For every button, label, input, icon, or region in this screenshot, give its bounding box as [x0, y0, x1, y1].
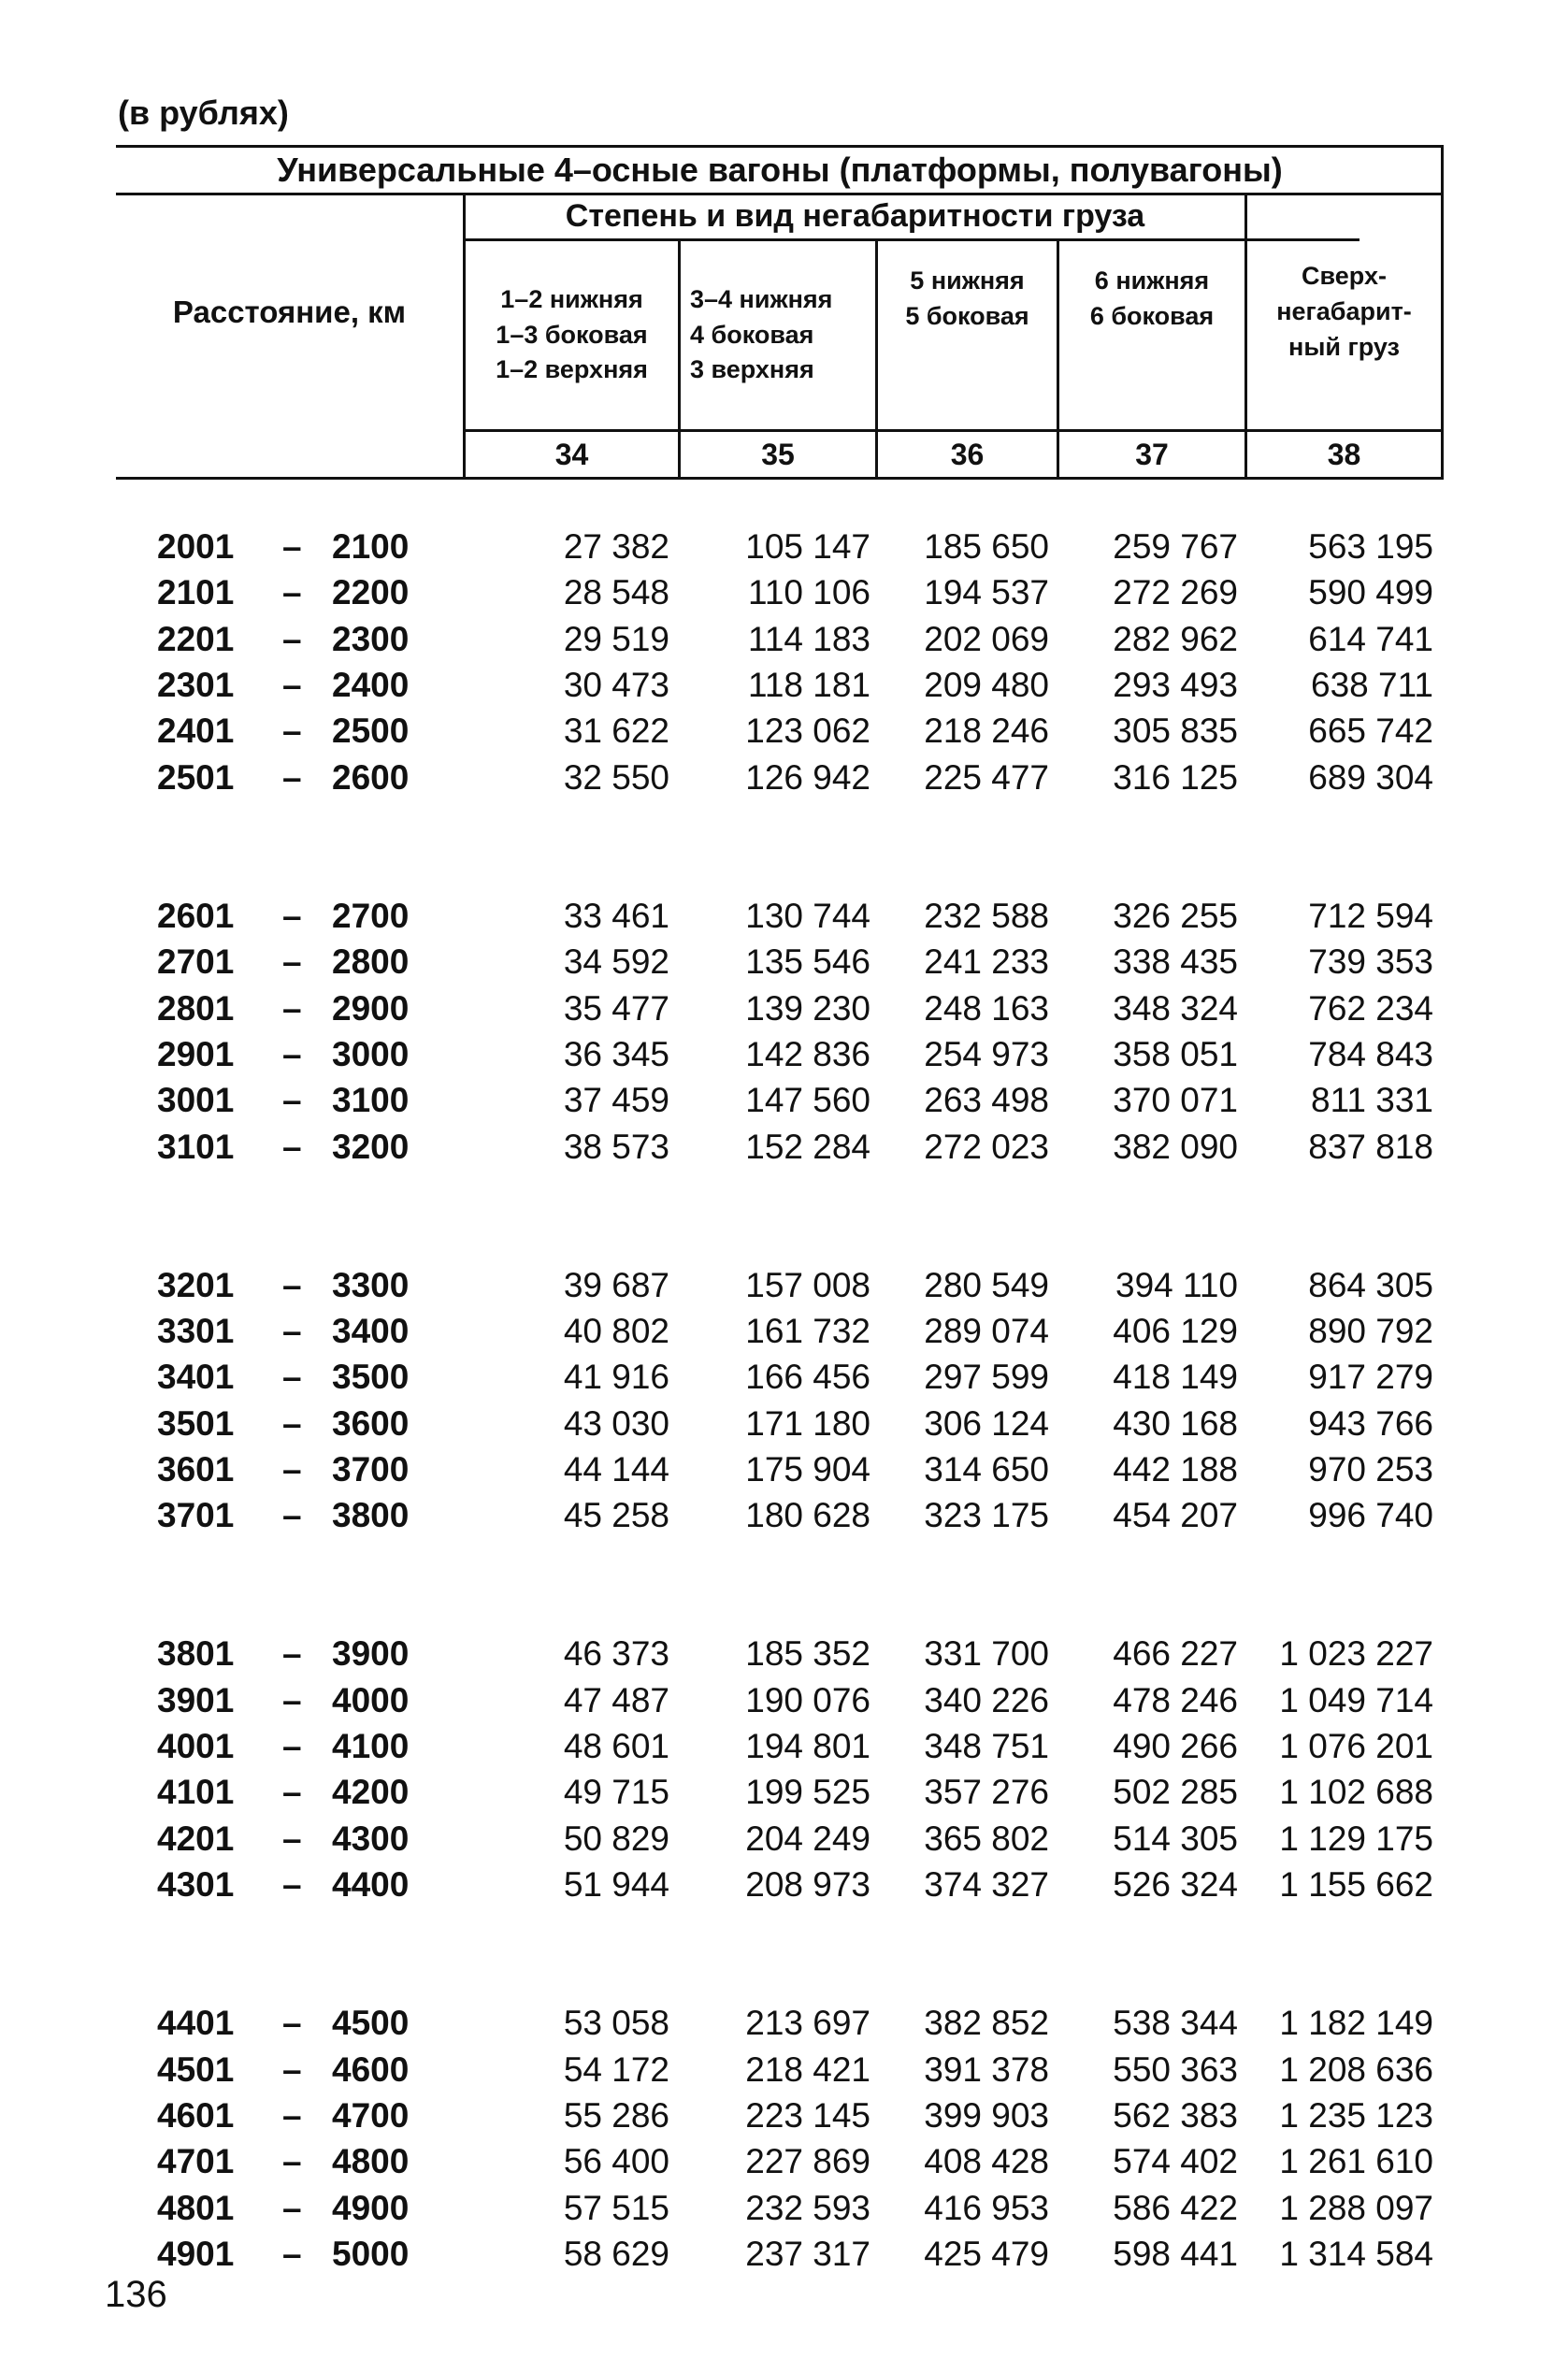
- cell-col-35: 161 732: [745, 1311, 870, 1350]
- table-row: [0, 2231, 1568, 2277]
- cell-col-35: 232 593: [745, 2188, 870, 2227]
- distance-from: 3201: [157, 1265, 235, 1304]
- distance-to: 2400: [332, 666, 410, 705]
- cell-col-37: 430 168: [1113, 1403, 1238, 1443]
- cell-col-37: 406 129: [1113, 1311, 1238, 1350]
- cell-col-38: 1 023 227: [1279, 1634, 1433, 1674]
- cell-col-34: 45 258: [563, 1496, 669, 1535]
- cell-col-37: 259 767: [1113, 527, 1238, 566]
- cell-col-38: 864 305: [1308, 1265, 1433, 1304]
- distance-to: 3500: [332, 1358, 410, 1397]
- distance-to: 4100: [332, 1727, 410, 1766]
- col-36-line1: 5 нижняя: [910, 266, 1025, 295]
- cell-col-38: 638 711: [1311, 666, 1433, 705]
- cell-col-35: 199 525: [745, 1773, 870, 1812]
- cell-col-35: 175 904: [745, 1450, 870, 1489]
- distance-from: 3301: [157, 1311, 235, 1350]
- cell-col-34: 31 622: [563, 712, 669, 751]
- cell-col-36: 365 802: [924, 1819, 1049, 1858]
- distance-dash: –: [282, 1634, 302, 1674]
- cell-col-34: 34 592: [563, 942, 669, 982]
- distance-from: 4101: [157, 1773, 235, 1812]
- table-header: [116, 145, 1444, 480]
- cell-col-34: 30 473: [563, 666, 669, 705]
- cell-col-37: 454 207: [1113, 1496, 1238, 1535]
- distance-dash: –: [282, 1680, 302, 1719]
- distance-dash: –: [282, 1727, 302, 1766]
- cell-col-38: 996 740: [1308, 1496, 1433, 1535]
- distance-to: 3600: [332, 1403, 410, 1443]
- cell-col-36: 289 074: [924, 1311, 1049, 1350]
- cell-col-36: 263 498: [924, 1081, 1049, 1120]
- distance-to: 4900: [332, 2188, 410, 2227]
- cell-col-37: 326 255: [1113, 896, 1238, 935]
- cell-col-34: 43 030: [563, 1403, 669, 1443]
- distance-from: 3501: [157, 1403, 235, 1443]
- cell-col-34: 41 916: [563, 1358, 669, 1397]
- cell-col-34: 57 515: [563, 2188, 669, 2227]
- col-37-line1: 6 нижняя: [1094, 266, 1210, 295]
- distance-from: 4501: [157, 2049, 235, 2089]
- distance-to: 4500: [332, 2004, 410, 2043]
- cell-col-38: 943 766: [1308, 1403, 1433, 1443]
- table-title: Универсальные 4–осные вагоны (платформы, полувагоны): [277, 150, 1283, 189]
- table-row: [0, 893, 1568, 939]
- distance-dash: –: [282, 1773, 302, 1812]
- cell-col-38: 1 314 584: [1279, 2234, 1433, 2273]
- cell-col-36: 297 599: [924, 1358, 1049, 1397]
- distance-from: 3701: [157, 1496, 235, 1535]
- cell-col-37: 282 962: [1113, 619, 1238, 658]
- distance-dash: –: [282, 1865, 302, 1905]
- cell-col-37: 466 227: [1113, 1634, 1238, 1674]
- cell-col-35: 130 744: [745, 896, 870, 935]
- distance-dash: –: [282, 2234, 302, 2273]
- table-row: [0, 708, 1568, 754]
- col-34-line1: 1–2 нижняя: [500, 284, 643, 313]
- distance-from: 2601: [157, 896, 235, 935]
- cell-col-36: 399 903: [924, 2095, 1049, 2135]
- col-35-line3: 3 верхняя: [690, 355, 814, 384]
- cell-col-35: 118 181: [748, 666, 870, 705]
- distance-to: 2600: [332, 757, 410, 797]
- cell-col-38: 762 234: [1308, 988, 1433, 1028]
- distance-to: 4800: [332, 2142, 410, 2181]
- distance-header: Расстояние, км: [172, 294, 407, 329]
- distance-dash: –: [282, 2142, 302, 2181]
- cell-col-35: 105 147: [745, 527, 870, 566]
- table-row: [0, 1446, 1568, 1492]
- distance-to: 3200: [332, 1127, 410, 1166]
- cell-col-37: 370 071: [1113, 1081, 1238, 1120]
- cell-col-36: 416 953: [924, 2188, 1049, 2227]
- distance-dash: –: [282, 2004, 302, 2043]
- table-row: [0, 2138, 1568, 2184]
- cell-col-35: 194 801: [745, 1727, 870, 1766]
- col-34-line3: 1–2 верхняя: [496, 355, 648, 384]
- distance-from: 3601: [157, 1450, 235, 1489]
- distance-to: 4700: [332, 2095, 410, 2135]
- distance-from: 4301: [157, 1865, 235, 1905]
- distance-dash: –: [282, 1496, 302, 1535]
- cell-col-37: 586 422: [1113, 2188, 1238, 2227]
- distance-to: 2800: [332, 942, 410, 982]
- distance-from: 2201: [157, 619, 235, 658]
- cell-col-34: 50 829: [563, 1819, 669, 1858]
- cell-col-36: 218 246: [924, 712, 1049, 751]
- distance-to: 3100: [332, 1081, 410, 1120]
- col-35-number: 35: [761, 437, 795, 471]
- distance-dash: –: [282, 573, 302, 612]
- cell-col-34: 48 601: [563, 1727, 669, 1766]
- distance-to: 3000: [332, 1034, 410, 1073]
- cell-col-35: 185 352: [745, 1634, 870, 1674]
- cell-col-38: 614 741: [1308, 619, 1433, 658]
- distance-to: 4000: [332, 1680, 410, 1719]
- cell-col-35: 142 836: [745, 1034, 870, 1073]
- col-37-header: [1059, 241, 1244, 335]
- cell-col-36: 185 650: [924, 527, 1049, 566]
- table-row: [0, 1769, 1568, 1815]
- table-row: [0, 2093, 1568, 2138]
- distance-to: 4300: [332, 1819, 410, 1858]
- distance-to: 3700: [332, 1450, 410, 1489]
- cell-col-38: 970 253: [1308, 1450, 1433, 1489]
- cell-col-36: 340 226: [924, 1680, 1049, 1719]
- col-35-header: [681, 241, 875, 429]
- distance-from: 2501: [157, 757, 235, 797]
- cell-col-38: 784 843: [1308, 1034, 1433, 1073]
- cell-col-35: 218 421: [745, 2049, 870, 2089]
- cell-col-34: 55 286: [563, 2095, 669, 2135]
- cell-col-38: 890 792: [1308, 1311, 1433, 1350]
- cell-col-37: 490 266: [1113, 1727, 1238, 1766]
- distance-from: 4901: [157, 2234, 235, 2273]
- cell-col-37: 502 285: [1113, 1773, 1238, 1812]
- cell-col-34: 47 487: [563, 1680, 669, 1719]
- cell-col-37: 382 090: [1113, 1127, 1238, 1166]
- cell-col-38: 1 182 149: [1279, 2004, 1433, 2043]
- distance-dash: –: [282, 1403, 302, 1443]
- cell-col-34: 58 629: [563, 2234, 669, 2273]
- cell-col-34: 49 715: [563, 1773, 669, 1812]
- table-row: [0, 1077, 1568, 1123]
- col-36-header: [878, 241, 1057, 335]
- cell-col-36: 314 650: [924, 1450, 1049, 1489]
- table-row: [0, 524, 1568, 569]
- cell-col-35: 114 183: [748, 619, 870, 658]
- cell-col-36: 272 023: [924, 1127, 1049, 1166]
- cell-col-34: 28 548: [563, 573, 669, 612]
- distance-to: 4200: [332, 1773, 410, 1812]
- distance-dash: –: [282, 1034, 302, 1073]
- cell-col-35: 213 697: [745, 2004, 870, 2043]
- table-row: [0, 1631, 1568, 1676]
- cell-col-37: 478 246: [1113, 1680, 1238, 1719]
- col-35-line2: 4 боковая: [690, 320, 814, 349]
- cell-col-38: 1 155 662: [1279, 1865, 1433, 1905]
- table-row: [0, 1492, 1568, 1538]
- col-36-number: 36: [950, 437, 985, 471]
- cell-col-38: 563 195: [1308, 527, 1433, 566]
- distance-from: 3101: [157, 1127, 235, 1166]
- cell-col-38: 811 331: [1311, 1081, 1433, 1120]
- cell-col-36: 254 973: [924, 1034, 1049, 1073]
- cell-col-37: 293 493: [1113, 666, 1238, 705]
- cell-col-37: 358 051: [1113, 1034, 1238, 1073]
- distance-dash: –: [282, 757, 302, 797]
- cell-col-36: 194 537: [924, 573, 1049, 612]
- distance-to: 4600: [332, 2049, 410, 2089]
- distance-from: 4601: [157, 2095, 235, 2135]
- cell-col-37: 338 435: [1113, 942, 1238, 982]
- cell-col-35: 157 008: [745, 1265, 870, 1304]
- cell-col-37: 550 363: [1113, 2049, 1238, 2089]
- cell-col-35: 171 180: [745, 1403, 870, 1443]
- table-row: [0, 755, 1568, 800]
- page-number: 136: [105, 2274, 167, 2315]
- distance-from: 4701: [157, 2142, 235, 2181]
- distance-from: 4201: [157, 1819, 235, 1858]
- cell-col-37: 316 125: [1113, 757, 1238, 797]
- cell-col-34: 51 944: [563, 1865, 669, 1905]
- distance-dash: –: [282, 527, 302, 566]
- cell-col-35: 204 249: [745, 1819, 870, 1858]
- cell-col-38: 1 288 097: [1279, 2188, 1433, 2227]
- distance-from: 4801: [157, 2188, 235, 2227]
- cell-col-34: 40 802: [563, 1311, 669, 1350]
- cell-col-36: 391 378: [924, 2049, 1049, 2089]
- distance-from: 3001: [157, 1081, 235, 1120]
- cell-col-36: 357 276: [924, 1773, 1049, 1812]
- table-row: [0, 616, 1568, 662]
- distance-dash: –: [282, 2095, 302, 2135]
- cell-col-38: 665 742: [1308, 712, 1433, 751]
- table-row: [0, 1031, 1568, 1077]
- cell-col-36: 232 588: [924, 896, 1049, 935]
- cell-col-36: 280 549: [924, 1265, 1049, 1304]
- distance-dash: –: [282, 988, 302, 1028]
- cell-col-36: 306 124: [924, 1403, 1049, 1443]
- cell-col-34: 53 058: [563, 2004, 669, 2043]
- table-row: [0, 1816, 1568, 1862]
- distance-from: 2301: [157, 666, 235, 705]
- col-37-line2: 6 боковая: [1089, 302, 1215, 331]
- table-row: [0, 1677, 1568, 1723]
- table-row: [0, 569, 1568, 615]
- cell-col-36: 382 852: [924, 2004, 1049, 2043]
- cell-col-35: 208 973: [745, 1865, 870, 1905]
- cell-col-38: 917 279: [1308, 1358, 1433, 1397]
- table-row: [0, 2047, 1568, 2093]
- cell-col-35: 152 284: [745, 1127, 870, 1166]
- cell-col-38: 1 049 714: [1279, 1680, 1433, 1719]
- table-row: [0, 1354, 1568, 1400]
- table-row: [0, 1401, 1568, 1446]
- distance-dash: –: [282, 1819, 302, 1858]
- distance-dash: –: [282, 1311, 302, 1350]
- cell-col-35: 190 076: [745, 1680, 870, 1719]
- distance-from: 3401: [157, 1358, 235, 1397]
- cell-col-38: 1 076 201: [1279, 1727, 1433, 1766]
- distance-from: 2001: [157, 527, 235, 566]
- distance-dash: –: [282, 2049, 302, 2089]
- cell-col-34: 38 573: [563, 1127, 669, 1166]
- col-34-number: 34: [554, 437, 589, 471]
- table-row: [0, 1862, 1568, 1907]
- distance-from: 2101: [157, 573, 235, 612]
- cell-col-34: 39 687: [563, 1265, 669, 1304]
- cell-col-36: 331 700: [924, 1634, 1049, 1674]
- col-34-line2: 1–3 боковая: [496, 320, 648, 349]
- table-row: [0, 2185, 1568, 2231]
- cell-col-36: 408 428: [924, 2142, 1049, 2181]
- table-row: [0, 939, 1568, 985]
- col-35-line1: 3–4 нижняя: [690, 284, 833, 313]
- table-row: [0, 662, 1568, 708]
- col-38-number: 38: [1327, 437, 1361, 471]
- cell-col-38: 1 102 688: [1279, 1773, 1433, 1812]
- cell-col-36: 248 163: [924, 988, 1049, 1028]
- cell-col-36: 209 480: [924, 666, 1049, 705]
- cell-col-35: 147 560: [745, 1081, 870, 1120]
- cell-col-36: 225 477: [924, 757, 1049, 797]
- distance-dash: –: [282, 942, 302, 982]
- distance-dash: –: [282, 2188, 302, 2227]
- table-row: [0, 1124, 1568, 1170]
- cell-col-35: 126 942: [745, 757, 870, 797]
- cell-col-36: 348 751: [924, 1727, 1049, 1766]
- distance-from: 2401: [157, 712, 235, 751]
- distance-to: 2700: [332, 896, 410, 935]
- cell-col-34: 29 519: [563, 619, 669, 658]
- distance-to: 2300: [332, 619, 410, 658]
- distance-from: 3801: [157, 1634, 235, 1674]
- distance-from: 2801: [157, 988, 235, 1028]
- cell-col-37: 514 305: [1113, 1819, 1238, 1858]
- col-34-header: [466, 241, 678, 429]
- cell-col-38: 1 208 636: [1279, 2049, 1433, 2089]
- cell-col-37: 418 149: [1113, 1358, 1238, 1397]
- distance-from: 4001: [157, 1727, 235, 1766]
- cell-col-35: 180 628: [745, 1496, 870, 1535]
- cell-col-37: 598 441: [1113, 2234, 1238, 2273]
- cell-col-37: 574 402: [1113, 2142, 1238, 2181]
- cell-col-36: 202 069: [924, 619, 1049, 658]
- cell-col-34: 27 382: [563, 527, 669, 566]
- cell-col-38: 1 261 610: [1279, 2142, 1433, 2181]
- cell-col-36: 425 479: [924, 2234, 1049, 2273]
- cell-col-38: 837 818: [1308, 1127, 1433, 1166]
- cell-col-38: 712 594: [1308, 896, 1433, 935]
- col-37-number: 37: [1135, 437, 1169, 471]
- cell-col-37: 562 383: [1113, 2095, 1238, 2135]
- distance-to: 3900: [332, 1634, 410, 1674]
- col-38-line1: Сверх-: [1302, 262, 1387, 291]
- distance-dash: –: [282, 1358, 302, 1397]
- col-36-line2: 5 боковая: [905, 302, 1029, 331]
- distance-dash: –: [282, 666, 302, 705]
- cell-col-34: 32 550: [563, 757, 669, 797]
- cell-col-36: 241 233: [924, 942, 1049, 982]
- col-38-header: [1247, 195, 1441, 429]
- distance-dash: –: [282, 1081, 302, 1120]
- distance-to: 3400: [332, 1311, 410, 1350]
- cell-col-35: 139 230: [745, 988, 870, 1028]
- cell-col-35: 227 869: [745, 2142, 870, 2181]
- col-38-line2: негабарит-: [1276, 297, 1412, 326]
- cell-col-36: 374 327: [924, 1865, 1049, 1905]
- degree-header: Степень и вид негабаритности груза: [565, 198, 1145, 235]
- cell-col-34: 33 461: [563, 896, 669, 935]
- cell-col-37: 526 324: [1113, 1865, 1238, 1905]
- distance-from: 4401: [157, 2004, 235, 2043]
- cell-col-38: 739 353: [1308, 942, 1433, 982]
- distance-dash: –: [282, 1265, 302, 1304]
- distance-to: 2500: [332, 712, 410, 751]
- table-row: [0, 2000, 1568, 2046]
- distance-dash: –: [282, 712, 302, 751]
- cell-col-37: 305 835: [1113, 712, 1238, 751]
- cell-col-38: 590 499: [1308, 573, 1433, 612]
- unit-caption: (в рублях): [118, 93, 289, 132]
- table-row: [0, 1308, 1568, 1354]
- cell-col-35: 123 062: [745, 712, 870, 751]
- distance-to: 2200: [332, 573, 410, 612]
- distance-to: 3800: [332, 1496, 410, 1535]
- cell-col-37: 442 188: [1113, 1450, 1238, 1489]
- distance-from: 3901: [157, 1680, 235, 1719]
- table-row: [0, 1262, 1568, 1308]
- cell-col-34: 44 144: [563, 1450, 669, 1489]
- cell-col-35: 135 546: [745, 942, 870, 982]
- cell-col-34: 54 172: [563, 2049, 669, 2089]
- col-38-line3: ный груз: [1288, 332, 1400, 361]
- cell-col-34: 36 345: [563, 1034, 669, 1073]
- cell-col-38: 1 235 123: [1279, 2095, 1433, 2135]
- distance-to: 4400: [332, 1865, 410, 1905]
- cell-col-34: 35 477: [563, 988, 669, 1028]
- cell-col-34: 56 400: [563, 2142, 669, 2181]
- table-row: [0, 1723, 1568, 1769]
- cell-col-37: 538 344: [1113, 2004, 1238, 2043]
- cell-col-36: 323 175: [924, 1496, 1049, 1535]
- table-row: [0, 985, 1568, 1031]
- distance-dash: –: [282, 619, 302, 658]
- cell-col-37: 394 110: [1115, 1265, 1238, 1304]
- cell-col-37: 272 269: [1113, 573, 1238, 612]
- distance-to: 2900: [332, 988, 410, 1028]
- cell-col-38: 689 304: [1308, 757, 1433, 797]
- distance-to: 5000: [332, 2234, 410, 2273]
- distance-to: 2100: [332, 527, 410, 566]
- distance-dash: –: [282, 896, 302, 935]
- distance-from: 2701: [157, 942, 235, 982]
- cell-col-34: 37 459: [563, 1081, 669, 1120]
- distance-dash: –: [282, 1127, 302, 1166]
- cell-col-35: 237 317: [745, 2234, 870, 2273]
- cell-col-38: 1 129 175: [1279, 1819, 1433, 1858]
- cell-col-35: 110 106: [748, 573, 870, 612]
- distance-from: 2901: [157, 1034, 235, 1073]
- distance-dash: –: [282, 1450, 302, 1489]
- cell-col-34: 46 373: [563, 1634, 669, 1674]
- cell-col-35: 166 456: [745, 1358, 870, 1397]
- distance-to: 3300: [332, 1265, 410, 1304]
- cell-col-37: 348 324: [1113, 988, 1238, 1028]
- cell-col-35: 223 145: [745, 2095, 870, 2135]
